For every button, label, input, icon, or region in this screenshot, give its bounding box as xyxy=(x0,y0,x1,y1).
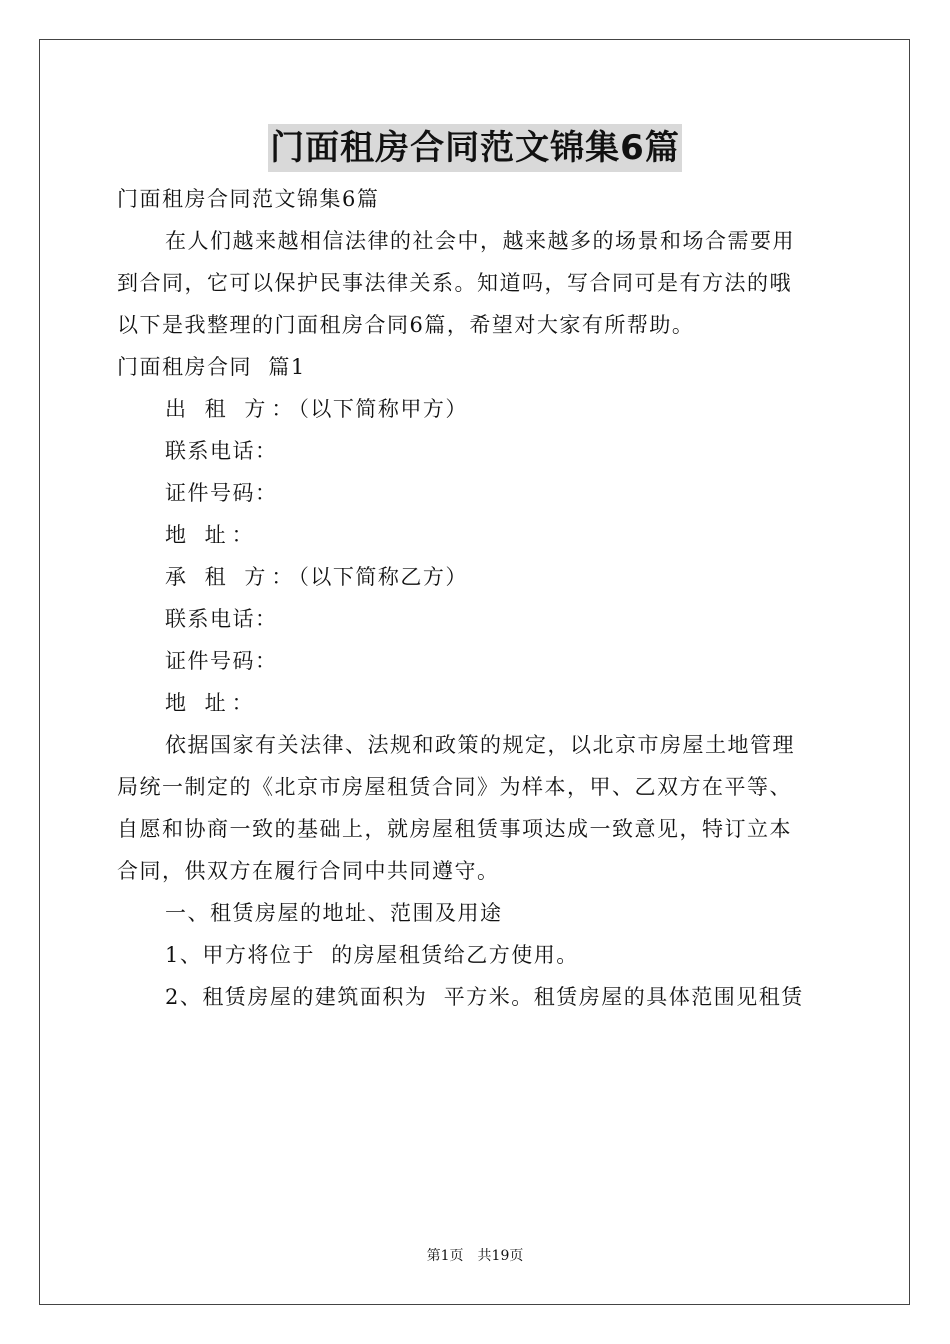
lessor-label: 出 租 方： xyxy=(165,397,299,421)
intro-paragraph-line: 以下是我整理的门面租房合同6篇，希望对大家有所帮助。 xyxy=(117,313,695,337)
page-footer xyxy=(0,1246,950,1266)
lessee-phone: 联系电话： xyxy=(165,607,278,631)
basis-paragraph-line: 局统一制定的《北京市房屋租赁合同》为样本，甲、乙双方在平等、 xyxy=(117,775,792,799)
lessee-row xyxy=(117,556,833,598)
intro-paragraph-line: 在人们越来越相信法律的社会中，越来越多的场景和场合需要用 xyxy=(165,229,795,253)
lessee-label: 承 租 方： xyxy=(165,565,299,589)
document-title: 门面租房合同范文锦集6篇 xyxy=(268,124,682,172)
lessee-address: 地 址： xyxy=(165,691,259,715)
title-container xyxy=(0,124,950,172)
clause-item: 1、甲方将位于 的房屋租赁给乙方使用。 xyxy=(165,943,579,967)
basis-paragraph-line: 自愿和协商一致的基础上，就房屋租赁事项达成一致意见，特订立本 xyxy=(117,817,792,841)
document-body xyxy=(117,178,833,1018)
page-total: 共19页 xyxy=(477,1248,524,1264)
intro-paragraph-line: 到合同，它可以保护民事法律关系。知道吗，写合同可是有方法的哦 xyxy=(117,271,792,295)
subtitle: 门面租房合同范文锦集6篇 xyxy=(117,187,380,211)
lessor-address: 地 址： xyxy=(165,523,259,547)
basis-paragraph-line: 依据国家有关法律、法规和政策的规定，以北京市房屋土地管理 xyxy=(165,733,795,757)
section-heading xyxy=(117,346,833,388)
lessee-id: 证件号码： xyxy=(165,649,278,673)
lessor-row xyxy=(117,388,833,430)
lessor-note: （以下简称甲方） xyxy=(298,397,468,421)
page-number: 第1页 xyxy=(426,1248,464,1264)
section-heading-text: 门面租房合同 篇1 xyxy=(117,355,306,379)
lessee-note: （以下简称乙方） xyxy=(298,565,468,589)
lessor-phone: 联系电话： xyxy=(165,439,278,463)
clause-heading: 一、租赁房屋的地址、范围及用途 xyxy=(165,901,503,925)
clause-item: 2、租赁房屋的建筑面积为 平方米。租赁房屋的具体范围见租赁 xyxy=(165,985,804,1009)
lessor-id: 证件号码： xyxy=(165,481,278,505)
basis-paragraph-line: 合同，供双方在履行合同中共同遵守。 xyxy=(117,859,500,883)
